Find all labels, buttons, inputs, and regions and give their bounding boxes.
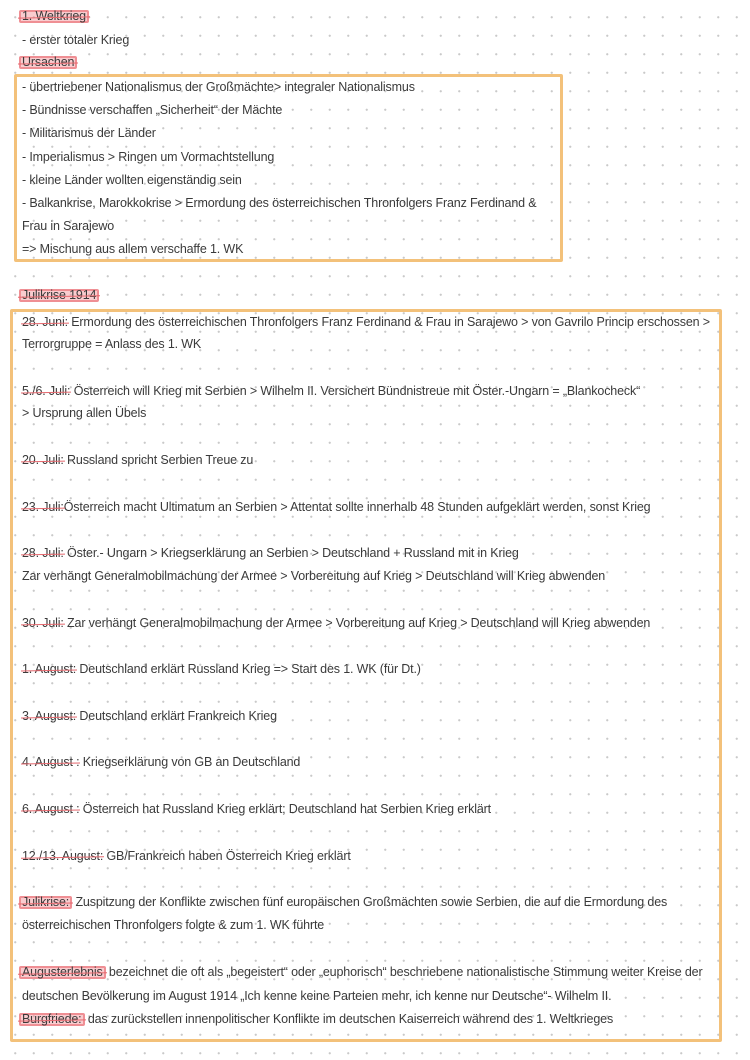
timeline-date: 28. Juni: — [22, 315, 68, 329]
causes-heading — [22, 55, 77, 70]
causes-heading-highlight: Ursachen — [19, 55, 77, 70]
definition-text: bezeichnet die oft als „begeistert“ oder „euphorisch“ beschriebene nationalistische Stimmung weiter Kreise der — [105, 965, 703, 979]
causes-item: - Balkankrise, Marokkokrise > Ermordung des österreichischen Thronfolgers Franz Ferdinand & — [22, 196, 537, 210]
timeline-text: Russland spricht Serbien Treue zu — [63, 453, 254, 467]
timeline-entry — [22, 802, 491, 817]
timeline-entry — [22, 500, 650, 515]
timeline-date: 12./13. August: — [22, 849, 104, 863]
timeline-entry — [22, 616, 650, 631]
timeline-text: Deutschland erklärt Russland Krieg => Start des 1. WK (für Dt.) — [76, 662, 421, 676]
timeline-date: 5./6. Juli: — [22, 384, 71, 398]
definition-julikrise — [22, 895, 667, 910]
timeline-entry-cont: Terrorgruppe = Anlass des 1. WK — [22, 337, 202, 351]
definition-term: Burgfriede: — [19, 1012, 85, 1027]
causes-conclusion: => Mischung aus allem verschaffe 1. WK — [22, 242, 244, 256]
definition-cont: österreichischen Thronfolgers folgte & zum 1. WK führte — [22, 918, 325, 932]
timeline-text: Österreich macht Ultimatum an Serbien > Attentat sollte innerhalb 48 Stunden aufgeklärt werden, sonst Krieg — [63, 500, 651, 514]
timeline-date: 3. August: — [22, 709, 77, 723]
title-highlight: 1. Weltkrieg — [19, 9, 89, 24]
timeline-text: Österreich hat Russland Krieg erklärt; Deutschland hat Serbien Krieg erklärt — [79, 802, 491, 816]
timeline-entry — [22, 315, 710, 330]
timeline-entry-cont: > Ursprung allen Übels — [22, 406, 147, 420]
timeline-date: 4. August : — [22, 755, 80, 769]
timeline-text: Ermordung des österreichischen Thronfolgers Franz Ferdinand & Frau in Sarajewo > von Gavrilo Princip erschossen > — [67, 315, 710, 329]
timeline-date: 20. Juli: — [22, 453, 64, 467]
definition-term: Julikrise: — [19, 895, 72, 910]
timeline-entry — [22, 709, 277, 724]
causes-item: - Bündnisse verschaffen „Sicherheit“ der Mächte — [22, 103, 283, 117]
timeline-entry — [22, 755, 300, 770]
causes-item: - Militarismus der Länder — [22, 126, 156, 140]
definition-text: Zuspitzung der Konflikte zwischen fünf europäischen Großmächten sowie Serbien, die auf die Ermordung des — [72, 895, 668, 909]
causes-item: - kleine Länder wollten eigenständig sein — [22, 173, 242, 187]
causes-item: - Imperialismus > Ringen um Vormachtstellung — [22, 150, 275, 164]
timeline-date: 6. August : — [22, 802, 80, 816]
timeline-date: 1. August: — [22, 662, 77, 676]
timeline-text: Öster.- Ungarn > Kriegserklärung an Serbien > Deutschland + Russland mit in Krieg — [63, 546, 519, 560]
timeline-text: Österreich will Krieg mit Serbien > Wilhelm II. Versichert Bündnistreue mit Öster.-Ungarn = „Blankocheck“ — [70, 384, 641, 398]
causes-item: Frau in Sarajewo — [22, 219, 115, 233]
definition-term: Augusterlebnis — [19, 965, 106, 980]
july-crisis-heading-highlight: Julikrise 1914 — [19, 288, 99, 303]
page-title — [22, 9, 89, 24]
timeline-date: 23. Juli: — [22, 500, 64, 514]
timeline-date: 28. Juli: — [22, 546, 64, 560]
timeline-entry — [22, 453, 253, 468]
timeline-entry — [22, 662, 421, 677]
july-crisis-heading — [22, 288, 99, 303]
definition-augusterlebnis — [22, 965, 702, 980]
timeline-date: 30. Juli: — [22, 616, 64, 630]
definition-text: das zurückstellen innenpolitischer Konflikte im deutschen Kaiserreich während des 1. Weltkrieges — [84, 1012, 614, 1026]
timeline-text: Deutschland erklärt Frankreich Krieg — [76, 709, 277, 723]
definition-burgfriede — [22, 1012, 613, 1027]
causes-item: - übertriebener Nationalismus der Großmächte> integraler Nationalismus — [22, 80, 415, 94]
timeline-text: Zar verhängt Generalmobilmachung der Armee > Vorbereitung auf Krieg > Deutschland will Krieg abwenden — [63, 616, 651, 630]
timeline-entry — [22, 384, 640, 399]
timeline-entry — [22, 849, 351, 864]
timeline-entry-cont: Zar verhängt Generalmobilmachung der Armee > Vorbereitung auf Krieg > Deutschland will Krieg abwenden — [22, 569, 606, 583]
definition-cont: deutschen Bevölkerung im August 1914 „Ich kenne keine Parteien mehr, ich kenne nur Deutsche“- Wilhelm II. — [22, 989, 612, 1003]
timeline-text: GB/Frankreich haben Österreich Krieg erklärt — [103, 849, 351, 863]
timeline-entry — [22, 546, 519, 561]
intro-line: - erster totaler Krieg — [22, 33, 130, 47]
timeline-text: Kriegserklärung von GB an Deutschland — [79, 755, 301, 769]
